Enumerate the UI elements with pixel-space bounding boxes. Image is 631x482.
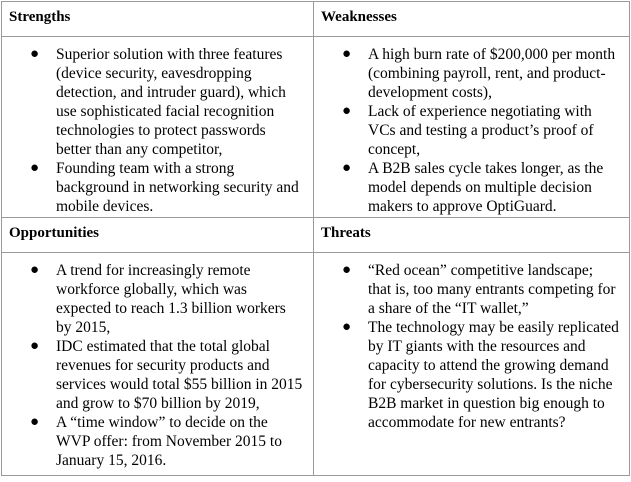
list-item: [30, 261, 303, 337]
threats-list: [314, 261, 619, 432]
strengths-item-text: Founding team with a strong background in networking security and mobile devices.: [56, 160, 299, 215]
weaknesses-list: [314, 45, 619, 216]
opportunities-item-text: A trend for increasingly remote workforce globally, which was expected to reach 1.3 billion workers by 2015,: [56, 262, 286, 336]
bullet-icon: ●: [342, 262, 352, 278]
threats-item-text: “Red ocean” competitive landscape; that is, too many entrants competing for a share of the “IT wallet,”: [368, 262, 616, 317]
list-item: [30, 159, 303, 216]
opportunities-item-text: A “time window” to decide on the WVP offer: from November 2015 to January 15, 2016.: [56, 414, 282, 469]
bullet-icon: ●: [342, 319, 352, 335]
bullet-icon: ●: [342, 160, 352, 176]
strengths-item-text: Superior solution with three features (device security, eavesdropping detection, and intruder guard), which use sophisticated facial recognition technologies to protect passwords better than any competitor,: [56, 46, 286, 158]
strengths-list: [2, 45, 303, 216]
swot-body-row-bottom: [2, 253, 630, 476]
bullet-icon: ●: [342, 103, 352, 119]
swot-table: [1, 1, 630, 476]
list-item: [30, 413, 303, 470]
threats-cell: [314, 253, 630, 476]
list-item: [342, 102, 619, 159]
bullet-icon: ●: [30, 414, 40, 430]
bullet-icon: ●: [342, 46, 352, 62]
weaknesses-heading: Weaknesses: [314, 2, 630, 37]
swot-header-row-bottom: [2, 218, 630, 253]
opportunities-heading: Opportunities: [2, 218, 314, 253]
bullet-icon: ●: [30, 46, 40, 62]
strengths-cell: [2, 37, 314, 218]
weaknesses-cell: [314, 37, 630, 218]
opportunities-item-text: IDC estimated that the total global revenues for security products and services would total $55 billion in 2015 and grow to $70 billion by 2019,: [56, 338, 303, 412]
bullet-icon: ●: [30, 338, 40, 354]
list-item: [30, 45, 303, 159]
swot-header-row-top: [2, 2, 630, 37]
list-item: [342, 261, 619, 318]
list-item: [30, 337, 303, 413]
weaknesses-item-text: Lack of experience negotiating with VCs and testing a product’s proof of concept,: [368, 103, 594, 158]
bullet-icon: ●: [30, 262, 40, 278]
threats-heading: Threats: [314, 218, 630, 253]
opportunities-list: [2, 261, 303, 470]
bullet-icon: ●: [30, 160, 40, 176]
swot-body-row-top: [2, 37, 630, 218]
list-item: [342, 159, 619, 216]
weaknesses-item-text: A high burn rate of $200,000 per month (combining payroll, rent, and product-development costs),: [368, 46, 616, 101]
opportunities-cell: [2, 253, 314, 476]
list-item: [342, 45, 619, 102]
list-item: [342, 318, 619, 432]
strengths-heading: Strengths: [2, 2, 314, 37]
threats-item-text: The technology may be easily replicated by IT giants with the resources and capacity to attend the growing demand for cybersecurity solutions. Is the niche B2B market in question big enough to accommodate for new entrants?: [368, 319, 619, 431]
weaknesses-item-text: A B2B sales cycle takes longer, as the model depends on multiple decision makers to approve OptiGuard.: [368, 160, 604, 215]
